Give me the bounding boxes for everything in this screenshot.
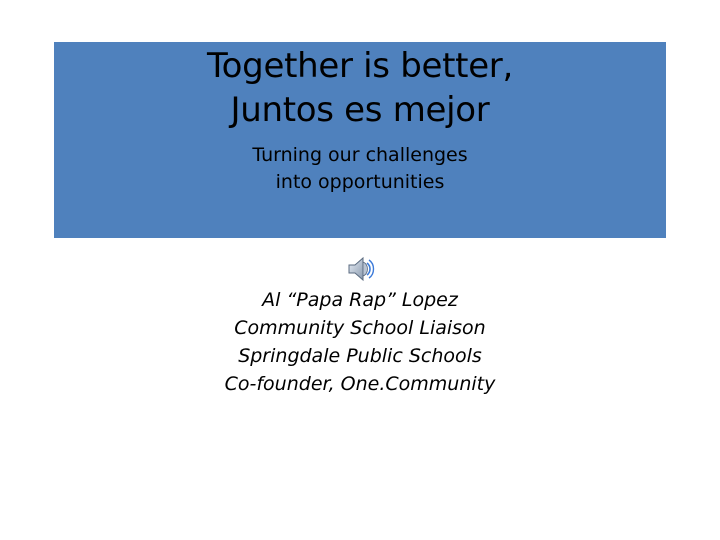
speaker-icon-graphic xyxy=(346,254,376,284)
title-line-english: Together is better, xyxy=(206,46,513,86)
subtitle-line-2: into opportunities xyxy=(275,171,445,193)
presenter-info xyxy=(160,286,560,398)
title-line-spanish: Juntos es mejor xyxy=(230,90,490,130)
subtitle xyxy=(54,142,666,196)
speaker-icon[interactable] xyxy=(346,254,376,284)
presenter-organization: Springdale Public Schools xyxy=(238,345,482,367)
presenter-role: Community School Liaison xyxy=(234,317,486,339)
presenter-name: Al “Papa Rap” Lopez xyxy=(262,289,458,311)
title-box xyxy=(54,42,666,238)
presenter-cofounder: Co-founder, One.Community xyxy=(224,373,496,395)
subtitle-line-1: Turning our challenges xyxy=(252,144,468,166)
